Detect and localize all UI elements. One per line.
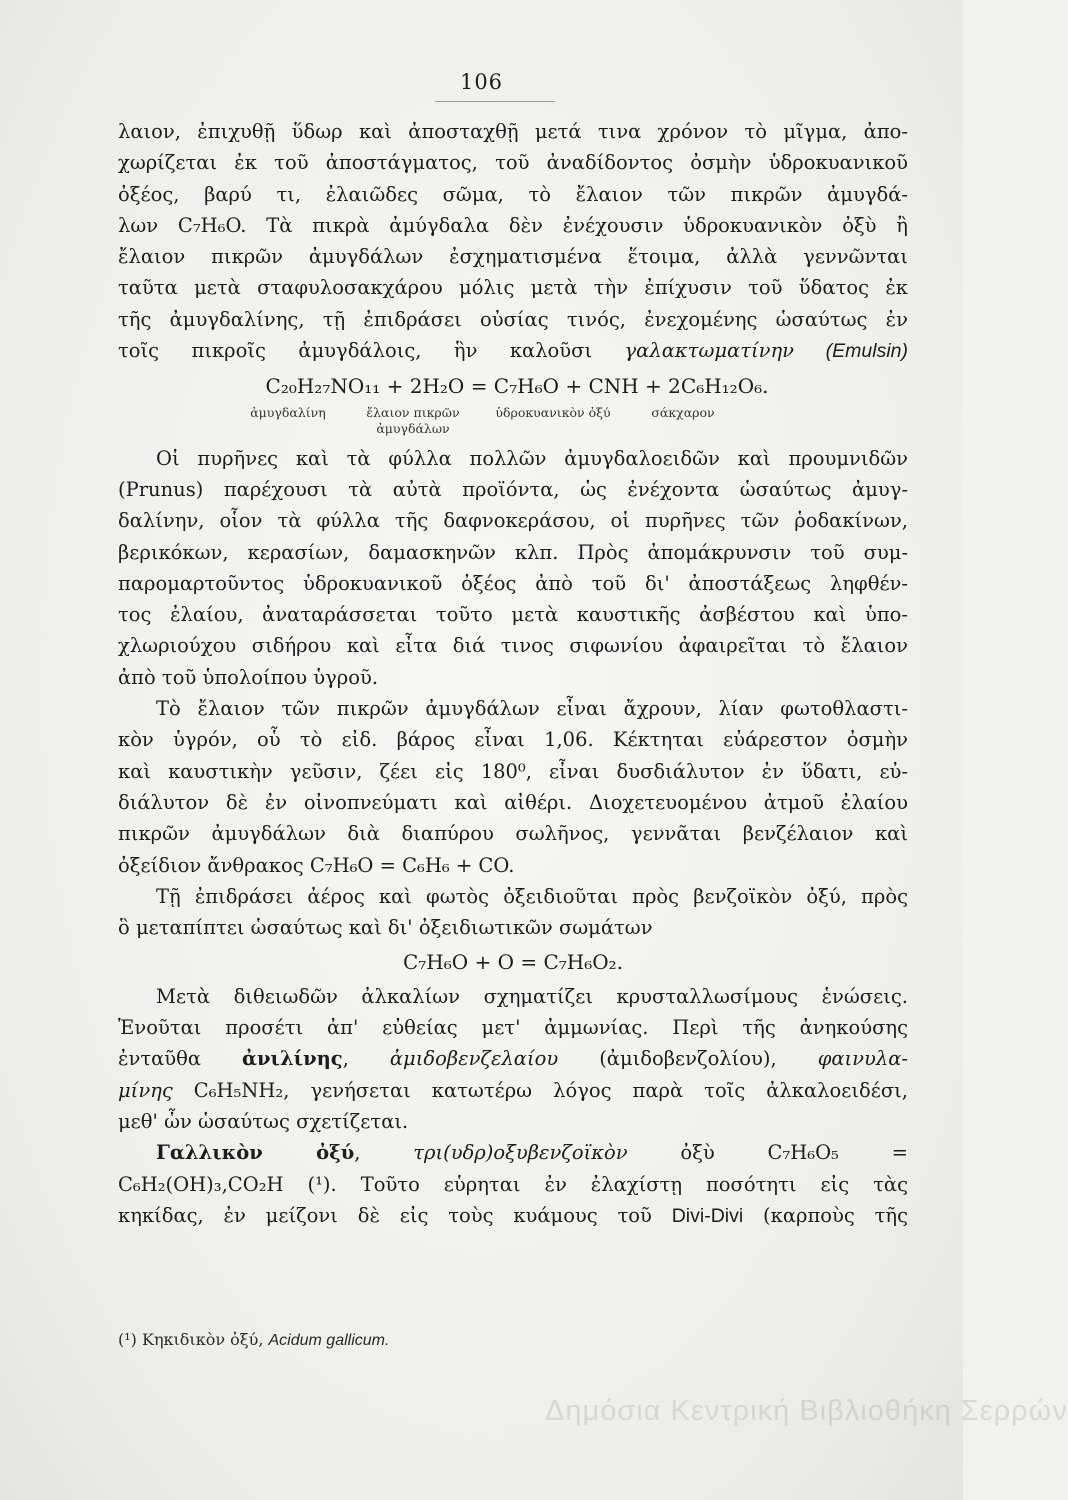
text-line: παρομαρτοῦντος ὑδροκυανικοῦ ὀξέος ἀπὸ τοῦ δι' ἀποστάξεως ληφθέν- [118, 571, 908, 595]
text-line: Ἑνοῦται προσέτι ἀπ' εὐθείας μετ' ἀμμωνίας. Περὶ τῆς ἀνηκούσης [118, 1016, 908, 1040]
text-line: ταῦτα μετὰ σταφυλοσακχάρου μόλις μετὰ τὴν ἐπίχυσιν τοῦ ὕδατος ἐκ [118, 276, 908, 300]
text-fragment: ὀξὺ C₇H₆O₅ = [627, 1141, 908, 1165]
formula-label: ὑδροκυανικὸν ὀξύ [495, 404, 611, 420]
text-fragment: , [342, 1047, 390, 1071]
text-line: βερικόκων, κερασίων, δαμασκηνῶν κλπ. Πρὸς ἀπομάκρυνσιν τοῦ συμ- [118, 540, 908, 564]
text-line [118, 1200, 908, 1232]
header-rule [435, 101, 555, 102]
text-fragment: ἐνταῦθα [118, 1047, 243, 1071]
formula-label: σάκχαρον [651, 404, 715, 420]
text-fragment: τοῖς πικροῖς ἀμυγδάλοις, ἣν καλοῦσι [118, 339, 625, 363]
paragraph-1 [118, 116, 908, 367]
term-phenylamine: φαινυλα- [817, 1047, 908, 1071]
term-divi-divi: Divi-Divi [671, 1204, 744, 1227]
text-line: διάλυτον δὲ ἐν οἰνοπνεύματι καὶ αἰθέρι. Διοχετευομένου ἀτμοῦ ἐλαίου [118, 790, 908, 814]
term-emulsin-latin: (Emulsin) [794, 340, 908, 363]
paragraph-6 [118, 1137, 908, 1232]
text-line: χλωριούχου σιδήρου καὶ εἶτα διά τινος σιφωνίου ἀφαιρεῖται τὸ ἔλαιον [118, 634, 908, 658]
text-line: τος ἐλαίου, ἀναταράσσεται τοῦτο μετὰ καυστικῆς ἀσβέστου καὶ ὑπο- [118, 603, 908, 627]
text-line: τῆς ἀμυγδαλίνης, τῇ ἐπιδράσει οὐσίας τινός, ἐνεχομένης ὡσαύτως ἐν [118, 307, 908, 331]
text-line: καὶ καυστικὴν γεῦσιν, ζέει εἰς 180⁰, εἶναι δυσδιάλυτον ἐν ὕδατι, εὐ- [118, 759, 908, 783]
text-line: Τὸ ἔλαιον τῶν πικρῶν ἀμυγδάλων εἶναι ἄχρουν, λίαν φωτοθλαστι- [156, 697, 908, 721]
term-amidobenzelaion: ἀμιδοβενζελαίου [389, 1047, 559, 1071]
formula-labels [228, 405, 908, 437]
heading-gallic-acid: Γαλλικὸν ὀξύ [156, 1141, 355, 1165]
text-line: ὀξέος, βαρύ τι, ἐλαιῶδες σῶμα, τὸ ἔλαιον τῶν πικρῶν ἀμυγδά- [118, 182, 908, 206]
text-line: Τῇ ἐπιδράσει ἀέρος καὶ φωτὸς ὀξειδιοῦται πρὸς βενζοϊκὸν ὀξύ, πρὸς [156, 884, 908, 908]
text-line [118, 1043, 908, 1074]
library-watermark: Δημόσια Κεντρική Βιβλιοθήκη Σερρών [545, 1395, 1068, 1427]
text-fragment: (καρποὺς τῆς [743, 1203, 908, 1227]
term-emulsin-greek: γαλακτωματίνην [624, 339, 795, 363]
footnote-text: (¹) Κηκιδικὸν ὀξύ, [118, 1330, 269, 1349]
paragraph-4 [118, 881, 908, 944]
paragraph-2 [118, 443, 908, 693]
text-line: Μετὰ διθειωδῶν ἀλκαλίων σχηματίζει κρυσταλλωσίμους ἑνώσεις. [156, 984, 908, 1008]
text-line: ὃ μεταπίπτει ὡσαύτως καὶ δι' ὀξειδιωτικῶν σωμάτων [118, 916, 653, 940]
text-line: κὸν ὑγρόν, οὗ τὸ εἰδ. βάρος εἶναι 1,06. Κέκτηται εὐάρεστον ὀσμὴν [118, 728, 908, 752]
formula-label: ἀμυγδαλίνη [250, 404, 326, 420]
paragraph-5 [118, 981, 908, 1137]
term-trihydroxybenzoic: τρι(υδρ)οξυβενζοϊκὸν [413, 1141, 628, 1165]
text-line: πικρῶν ἀμυγδάλων διὰ διαπύρου σωλῆνος, γεννᾶται βενζέλαιον καὶ [118, 822, 908, 846]
text-fragment: , [354, 1141, 414, 1165]
term-aniline: ἀνιλίνης [242, 1047, 343, 1071]
body-text [118, 116, 908, 1232]
text-line [118, 335, 908, 367]
term-phenylamine-end: μίνης [118, 1078, 173, 1102]
text-line: (Prunus) παρέχουσι τὰ αὐτὰ προϊόντα, ὡς ἐνέχοντα ὡσαύτως ἀμυγ- [118, 477, 908, 501]
formula-oxidation: C₇H₆O + O = C₇H₆O₂. [402, 950, 624, 975]
formula-label: ἔλαιον πικρῶν ἀμυγδάλων [366, 404, 460, 436]
text-fragment: C₆H₅NH₂, γενήσεται κατωτέρω λόγος παρὰ τοῖς ἀλκαλοειδέσι, [172, 1078, 908, 1102]
text-line: ἀπὸ τοῦ ὑπολοίπου ὑγροῦ. [118, 665, 379, 689]
text-line: Οἱ πυρῆνες καὶ τὰ φύλλα πολλῶν ἀμυγδαλοειδῶν καὶ προυμνιδῶν [156, 446, 908, 470]
text-line: χωρίζεται ἐκ τοῦ ἀποστάγματος, τοῦ ἀναδίδοντος ὀσμὴν ὑδροκυανικοῦ [118, 151, 908, 175]
text-fragment: (ἀμιδοβενζολίου), [558, 1047, 818, 1071]
text-line: λων C₇H₆O. Τὰ πικρὰ ἀμύγδαλα δὲν ἐνέχουσιν ὑδροκυανικὸν ὀξὺ ἢ [118, 213, 908, 237]
text-line [118, 1137, 908, 1168]
text-line: δαλίνην, οἷον τὰ φύλλα τῆς δαφνοκεράσου, οἱ πυρῆνες τῶν ῥοδακίνων, [118, 509, 908, 533]
text-line: C₆H₂(OH)₃,CO₂H (¹). Τοῦτο εὑρηται ἐν ἐλαχίστῃ ποσότητι εἰς τὰς [118, 1172, 908, 1196]
footnote-latin: Acidum gallicum. [268, 1332, 390, 1349]
text-line [118, 1075, 908, 1106]
text-line: μεθ' ὧν ὡσαύτως σχετίζεται. [118, 1109, 409, 1133]
footnote [118, 1330, 389, 1350]
text-fragment: κηκίδας, ἐν μείζονι δὲ εἰς τοὺς κυάμους τοῦ [118, 1203, 672, 1227]
page-number: 106 [459, 70, 504, 94]
text-line: ὀξείδιον ἄνθρακος C₇H₆O = C₆H₆ + CO. [118, 853, 515, 877]
text-line: ἔλαιον πικρῶν ἀμυγδάλων ἐσχηματισμένα ἕτοιμα, ἀλλὰ γεννῶνται [118, 245, 908, 269]
formula-amygdalin: C₂₀H₂₇NO₁₁ + 2H₂O = C₇H₆O + CNH + 2C₆H₁₂O₆. [265, 374, 769, 399]
text-line: λαιον, ἐπιχυθῇ ὕδωρ καὶ ἀποσταχθῇ μετά τινα χρόνον τὸ μῖγμα, ἀπο- [118, 120, 908, 143]
paragraph-3 [118, 693, 908, 881]
